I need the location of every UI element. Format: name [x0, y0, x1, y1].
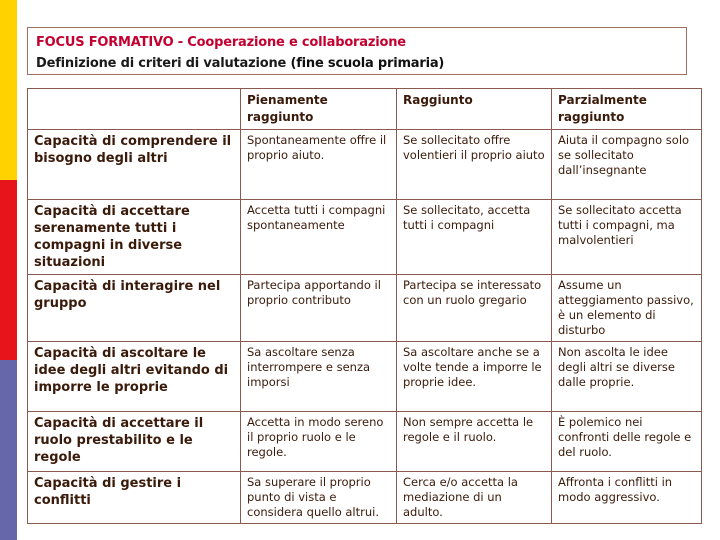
raggiunto-cell: Se sollecitato offre volentieri il proprio aiuto: [397, 130, 552, 200]
definition-label: Definizione di criteri di valutazione: [36, 56, 287, 71]
title-box: [27, 27, 687, 75]
raggiunto-cell: Sa ascoltare anche se a volte tende a imporre le proprie idee.: [397, 342, 552, 412]
raggiunto-cell: Partecipa se interessato con un ruolo gregario: [397, 275, 552, 342]
evaluation-table: [27, 88, 702, 524]
table-row: [28, 472, 702, 524]
header-cell-empty: [28, 89, 241, 130]
table-row: [28, 412, 702, 472]
criterion-cell: Capacità di gestire i conflitti: [28, 472, 241, 524]
blue-side-stripe: [0, 360, 17, 540]
raggiunto-cell: Se sollecitato, accetta tutti i compagni: [397, 200, 552, 275]
parzialmente-cell: Aiuta il compagno solo se sollecitato dall’insegnante: [552, 130, 702, 200]
pienamente-cell: Spontaneamente offre il proprio aiuto.: [241, 130, 397, 200]
table-header-row: [28, 89, 702, 130]
focus-label: FOCUS FORMATIVO -: [36, 35, 183, 50]
header-cell-parzialmente: Parzialmente raggiunto: [552, 89, 702, 130]
table-row: [28, 342, 702, 412]
table-row: [28, 130, 702, 200]
yellow-side-stripe: [0, 0, 17, 180]
table-row: [28, 200, 702, 275]
table-row: [28, 275, 702, 342]
parzialmente-cell: Se sollecitato accetta tutti i compagni, ma malvolentieri: [552, 200, 702, 275]
raggiunto-cell: Cerca e/o accetta la mediazione di un adulto.: [397, 472, 552, 524]
criterion-cell: Capacità di interagire nel gruppo: [28, 275, 241, 342]
raggiunto-cell: Non sempre accetta le regole e il ruolo.: [397, 412, 552, 472]
pienamente-cell: Sa superare il proprio punto di vista e considera quello altrui.: [241, 472, 397, 524]
red-side-stripe: [0, 180, 17, 360]
criterion-cell: Capacità di ascoltare le idee degli altri evitando di imporre le proprie: [28, 342, 241, 412]
criterion-cell: Capacità di comprendere il bisogno degli altri: [28, 130, 241, 200]
header-cell-raggiunto: Raggiunto: [397, 89, 552, 130]
level-label: (fine scuola primaria): [290, 56, 445, 71]
pienamente-cell: Accetta tutti i compagni spontaneamente: [241, 200, 397, 275]
subtitle-line: [36, 53, 678, 74]
criterion-cell: Capacità di accettare il ruolo prestabilito e le regole: [28, 412, 241, 472]
title-line: [36, 32, 678, 53]
pienamente-cell: Sa ascoltare senza interrompere e senza imporsi: [241, 342, 397, 412]
parzialmente-cell: Assume un atteggiamento passivo, è un elemento di disturbo: [552, 275, 702, 342]
parzialmente-cell: Affronta i conflitti in modo aggressivo.: [552, 472, 702, 524]
parzialmente-cell: È polemico nei confronti delle regole e del ruolo.: [552, 412, 702, 472]
header-cell-pienamente: Pienamente raggiunto: [241, 89, 397, 130]
parzialmente-cell: Non ascolta le idee degli altri se diverse dalle proprie.: [552, 342, 702, 412]
focus-title: Cooperazione e collaborazione: [187, 35, 406, 50]
criterion-cell: Capacità di accettare serenamente tutti i compagni in diverse situazioni: [28, 200, 241, 275]
pienamente-cell: Accetta in modo sereno il proprio ruolo e le regole.: [241, 412, 397, 472]
pienamente-cell: Partecipa apportando il proprio contributo: [241, 275, 397, 342]
